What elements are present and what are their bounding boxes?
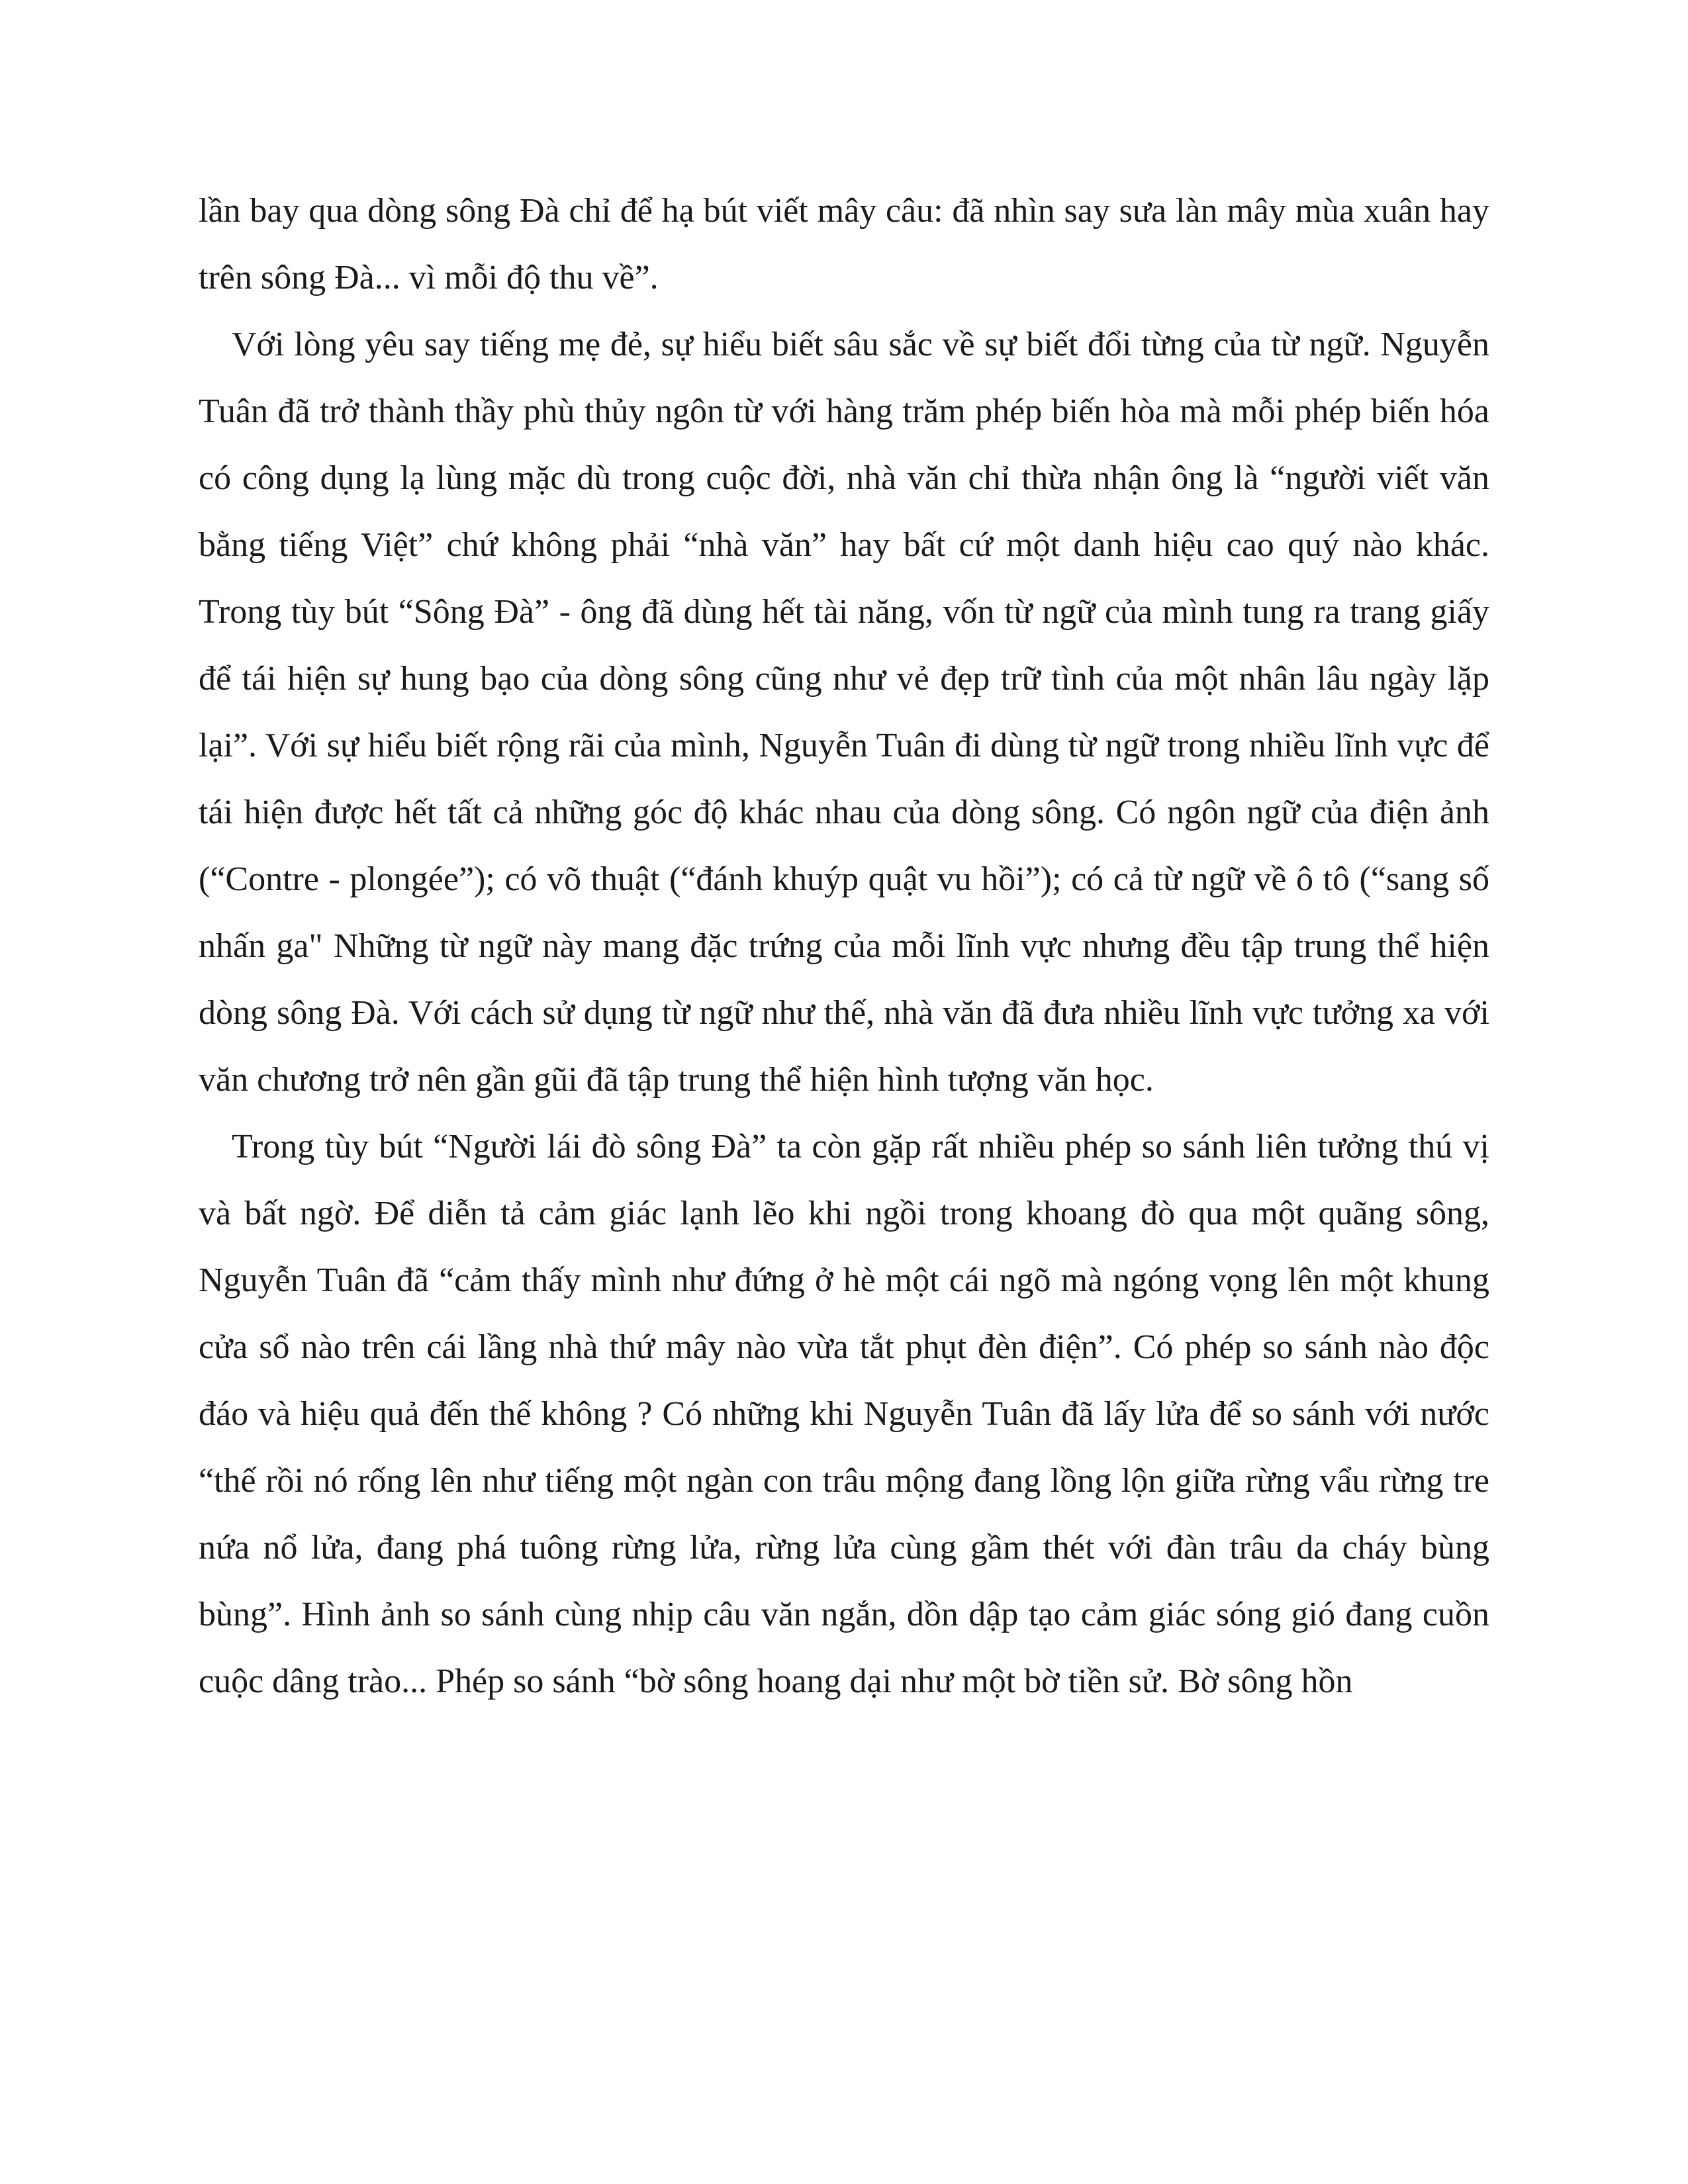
paragraph-3: Trong tùy bút “Người lái đò sông Đà” ta còn gặp rất nhiều phép so sánh liên tưởng thú vị và bất ngờ. Để diễn tả cảm giác lạnh lẽo khi ngồi trong khoang đò qua một quãng sông, Nguyễn Tuân đã “cảm thấy mình như đứng ở hè một cái ngõ mà ngóng vọng lên một khung cửa sổ nào trên cái lầng nhà thứ mây nào vừa tắt phụt đèn điện”. Có phép so sánh nào độc đáo và hiệu quả đến thế không ? Có những khi Nguyễn Tuân đã lấy lửa để so sánh với nước “thế rồi nó rống lên như tiếng một ngàn con trâu mộng đang lồng lộn giữa rừng vẩu rừng tre nứa nổ lửa, đang phá tuông rừng lửa, rừng lửa cùng gầm thét với đàn trâu da cháy bùng bùng”. Hình ảnh so sánh cùng nhịp câu văn ngắn, dồn dập tạo cảm giác sóng gió đang cuồn cuộc dâng trào... Phép so sánh “bờ sông hoang dại như một bờ tiền sử. Bờ sông hồn xyxy=(199,1128,1489,1700)
body-text xyxy=(199,177,1489,1715)
paragraph-1: lần bay qua dòng sông Đà chỉ để hạ bút viết mây câu: đã nhìn say sưa làn mây mùa xuân hay trên sông Đà... vì mỗi độ thu về”. xyxy=(199,192,1489,296)
paragraph-2: Với lòng yêu say tiếng mẹ đẻ, sự hiểu biết sâu sắc về sự biết đổi từng của từ ngữ. Nguyễn Tuân đã trở thành thầy phù thủy ngôn từ với hàng trăm phép biến hòa mà mỗi phép biến hóa có công dụng lạ lùng mặc dù trong cuộc đời, nhà văn chỉ thừa nhận ông là “người viết văn bằng tiếng Việt” chứ không phải “nhà văn” hay bất cứ một danh hiệu cao quý nào khác. Trong tùy bút “Sông Đà” - ông đã dùng hết tài năng, vốn từ ngữ của mình tung ra trang giấy để tái hiện sự hung bạo của dòng sông cũng như vẻ đẹp trữ tình của một nhân lâu ngày lặp lại”. Với sự hiểu biết rộng rãi của mình, Nguyễn Tuân đi dùng từ ngữ trong nhiều lĩnh vực để tái hiện được hết tất cả những góc độ khác nhau của dòng sông. Có ngôn ngữ của điện ảnh (“Contre - plongée”); có võ thuật (“đánh khuýp quật vu hồi”); có cả từ ngữ về ô tô (“sang số nhấn ga" Những từ ngữ này mang đặc trứng của mỗi lĩnh vực nhưng đều tập trung thể hiện dòng sông Đà. Với cách sử dụng từ ngữ như thế, nhà văn đã đưa nhiều lĩnh vực tưởng xa với văn chương trở nên gần gũi đã tập trung thể hiện hình tượng văn học. xyxy=(199,326,1489,1099)
